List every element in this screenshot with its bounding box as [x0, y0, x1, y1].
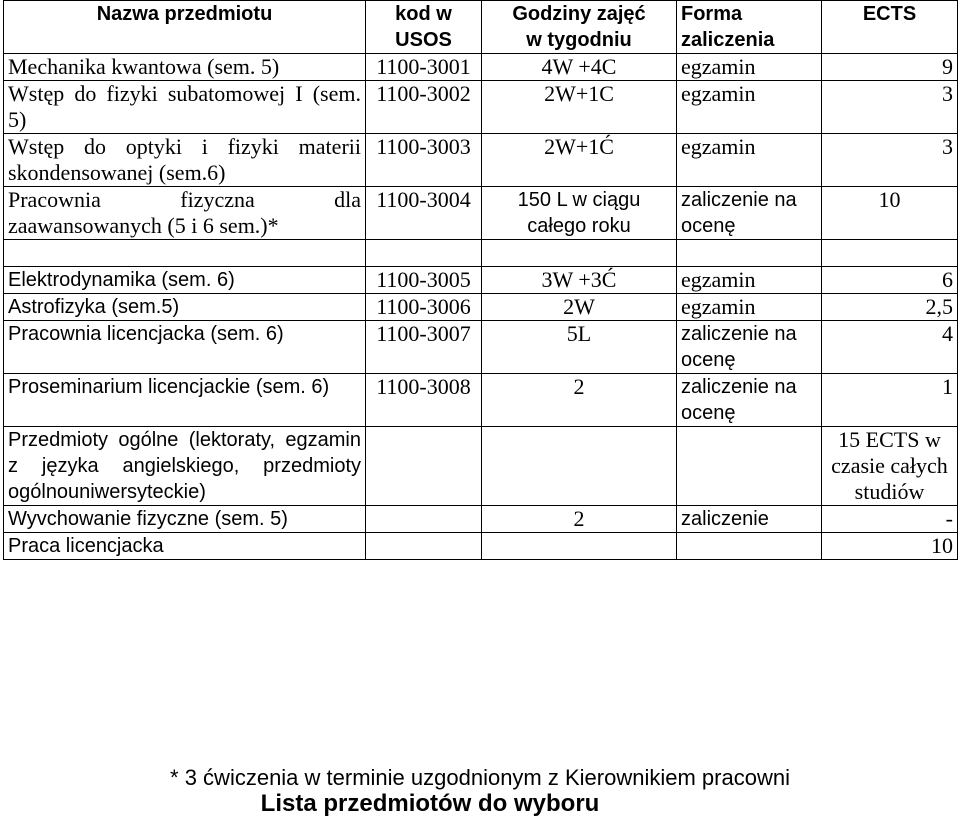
course-form [677, 427, 822, 506]
course-hours: 2W+1C [482, 81, 677, 134]
course-form: egzamin [677, 54, 822, 81]
course-ects: 3 [822, 134, 958, 187]
header-hours [482, 1, 677, 54]
header-code-line2: USOS [395, 29, 452, 51]
table-row [4, 54, 958, 81]
spacer-cell [4, 240, 366, 267]
spacer-cell [677, 240, 822, 267]
course-hours: 2W+1Ć [482, 134, 677, 187]
spacer-cell [482, 240, 677, 267]
course-form: egzamin [677, 81, 822, 134]
header-code [366, 1, 482, 54]
table-row [4, 294, 958, 321]
table-row [4, 187, 958, 240]
header-row [4, 1, 958, 54]
course-name: Proseminarium licencjackie (sem. 6) [4, 374, 366, 427]
table-row [4, 134, 958, 187]
course-name: Mechanika kwantowa (sem. 5) [4, 54, 366, 81]
course-hours: 3W +3Ć [482, 267, 677, 294]
course-hours: 5L [482, 321, 677, 374]
course-hours: 2W [482, 294, 677, 321]
table-row [4, 81, 958, 134]
course-ects: 6 [822, 267, 958, 294]
course-name: Pracownia licencjacka (sem. 6) [4, 321, 366, 374]
course-form: egzamin [677, 267, 822, 294]
table-row [4, 533, 958, 560]
table-row [4, 506, 958, 533]
course-ects: 4 [822, 321, 958, 374]
table-row [4, 267, 958, 294]
course-name: Astrofizyka (sem.5) [4, 294, 366, 321]
course-name: Wstęp do fizyki subatomowej I (sem. 5) [4, 81, 366, 134]
course-code: 1100-3005 [366, 267, 482, 294]
course-name: Pracownia fizyczna dla zaawansowanych (5 i 6 sem.)* [4, 187, 366, 240]
course-ects: 9 [822, 54, 958, 81]
course-hours [482, 533, 677, 560]
course-form: zaliczenie na ocenę [677, 187, 822, 240]
course-hours [482, 427, 677, 506]
course-code [366, 506, 482, 533]
header-hours-line1: Godziny zajęć [512, 3, 646, 25]
course-name: Wstęp do optyki i fizyki materii skondensowanej (sem.6) [4, 134, 366, 187]
course-ects: - [822, 506, 958, 533]
course-form: egzamin [677, 134, 822, 187]
course-code: 1100-3002 [366, 81, 482, 134]
course-hours: 150 L w ciągu całego roku [482, 187, 677, 240]
course-hours: 2 [482, 374, 677, 427]
spacer-cell [366, 240, 482, 267]
header-code-line1: kod w [395, 3, 452, 25]
course-code: 1100-3001 [366, 54, 482, 81]
course-form [677, 533, 822, 560]
course-form: zaliczenie [677, 506, 822, 533]
course-hours: 4W +4C [482, 54, 677, 81]
caption: Lista przedmiotów do wyboru [260, 790, 600, 817]
course-code: 1100-3006 [366, 294, 482, 321]
course-name: Przedmioty ogólne (lektoraty, egzamin z języka angielskiego, przedmioty ogólnouniwersyteckie) [4, 427, 366, 506]
header-form-line2: zaliczenia [681, 29, 775, 51]
course-ects: 15 ECTS w czasie całych studiów [822, 427, 958, 506]
course-name: Wyvchowanie fizyczne (sem. 5) [4, 506, 366, 533]
course-name: Praca licencjacka [4, 533, 366, 560]
course-code: 1100-3003 [366, 134, 482, 187]
course-ects: 10 [822, 533, 958, 560]
table-row [4, 321, 958, 374]
table-row [4, 427, 958, 506]
footnote: * 3 ćwiczenia w terminie uzgodnionym z Kierownikiem pracowni [170, 765, 790, 790]
course-code: 1100-3007 [366, 321, 482, 374]
course-ects: 3 [822, 81, 958, 134]
course-code [366, 427, 482, 506]
header-hours-line2: w tygodniu [526, 29, 632, 51]
table-row [4, 374, 958, 427]
course-ects: 2,5 [822, 294, 958, 321]
course-name: Elektrodynamika (sem. 6) [4, 267, 366, 294]
course-hours: 2 [482, 506, 677, 533]
spacer-cell [822, 240, 958, 267]
course-form: zaliczenie na ocenę [677, 321, 822, 374]
spacer-row [4, 240, 958, 267]
course-code: 1100-3004 [366, 187, 482, 240]
header-form [677, 1, 822, 54]
header-form-line1: Forma [681, 3, 743, 25]
header-ects: ECTS [822, 1, 958, 54]
header-name: Nazwa przedmiotu [4, 1, 366, 54]
course-ects: 1 [822, 374, 958, 427]
course-form: zaliczenie na ocenę [677, 374, 822, 427]
course-code: 1100-3008 [366, 374, 482, 427]
courses-table [3, 0, 958, 560]
course-ects: 10 [822, 187, 958, 240]
course-code [366, 533, 482, 560]
course-form: egzamin [677, 294, 822, 321]
